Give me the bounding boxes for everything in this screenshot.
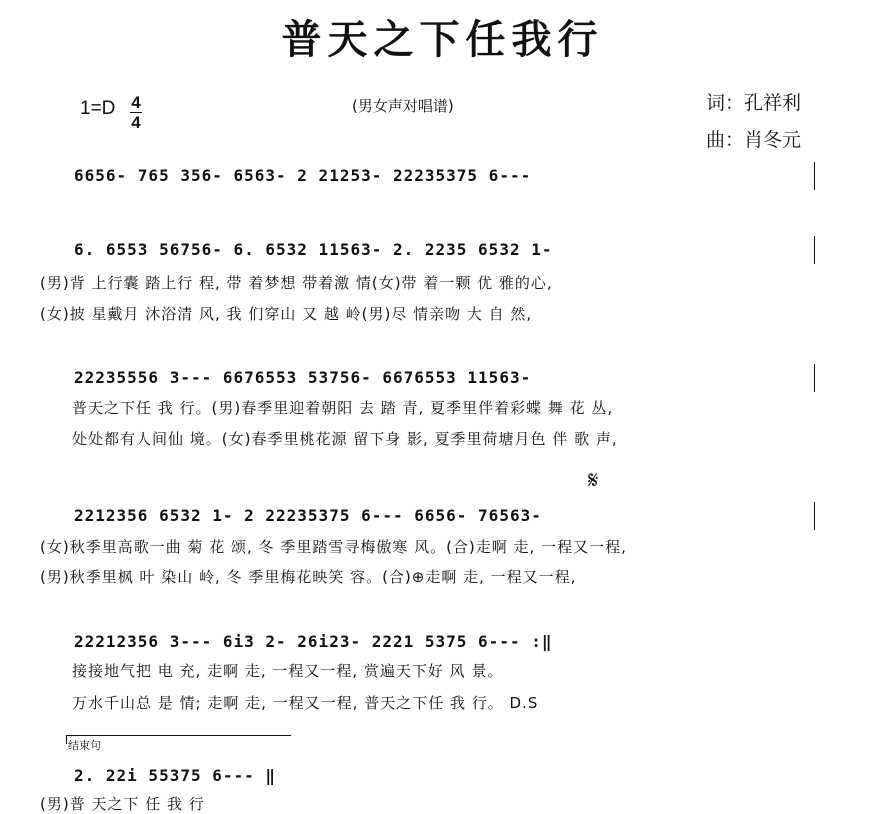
notation-line-2: 6. 6553 56756- 6. 6532 11563- 2. 2235 6532 1-: [74, 240, 553, 259]
segno-sign: 𝄋: [588, 466, 599, 494]
system-4-barline: [814, 502, 815, 530]
lyric-line-3a: 普天之下任 我 行。(男)春季里迎着朝阳 去 踏 青, 夏季里伴着彩蝶 舞 花 丛,: [72, 399, 614, 417]
time-signature-bottom: 4: [131, 113, 141, 132]
composer-credit: 曲：肖冬元: [706, 129, 802, 151]
lyric-line-3b: 处处都有人间仙 境。(女)春季里桃花源 留下身 影, 夏季里荷塘月色 伴 歌 声,: [72, 430, 618, 448]
notation-line-1: 6656- 765 356- 6563- 2 21253- 22235375 6---: [74, 166, 532, 185]
lyricist-credit: 词：孔祥利: [706, 92, 802, 114]
notation-line-3: 22235556 3--- 6676553 53756- 6676553 11563-: [74, 368, 532, 387]
notation-line-5: 22212356 3--- 6i3 2- 26i23- 2221 5375 6--- :‖: [74, 632, 553, 651]
time-signature-top: 4: [131, 93, 141, 112]
song-title: 普天之下任我行: [281, 16, 604, 63]
time-signature: [130, 94, 142, 131]
lyric-line-6a: (男)普 天之下 任 我 行: [40, 795, 205, 813]
lyric-line-2a: (男)背 上行囊 踏上行 程, 带 着梦想 带着激 情(女)带 着一颗 优 雅的心,: [40, 274, 553, 292]
ending-label: 结束句: [68, 739, 101, 752]
notation-line-6: 2. 22i 55375 6--- ‖: [74, 766, 277, 785]
notation-line-4: 2212356 6532 1- 2 22235375 6--- 6656- 76563-: [74, 506, 542, 525]
system-2-barline: [814, 236, 815, 264]
lyric-line-5a: 接接地气把 电 充, 走啊 走, 一程又一程, 赏遍天下好 风 景。: [72, 662, 504, 680]
lyric-line-5b: 万水千山总 是 情; 走啊 走, 一程又一程, 普天之下任 我 行。 D.S: [72, 694, 539, 712]
system-1-barline: [814, 162, 815, 190]
lyric-line-2b: (女)披 星戴月 沐浴清 风, 我 们穿山 又 越 岭(男)尽 情亲吻 大 自 然,: [40, 305, 533, 323]
key-signature: 1=D: [80, 98, 116, 119]
lyric-line-4a: (女)秋季里高歌一曲 菊 花 颂, 冬 季里踏雪寻梅傲寒 风。(合)走啊 走, 一程又一程,: [40, 538, 627, 556]
system-3-barline: [814, 364, 815, 392]
lyric-line-4b: (男)秋季里枫 叶 染山 岭, 冬 季里梅花映笑 容。(合)⊕走啊 走, 一程又一程,: [40, 568, 577, 586]
subtitle: (男女声对唱谱): [352, 97, 454, 115]
